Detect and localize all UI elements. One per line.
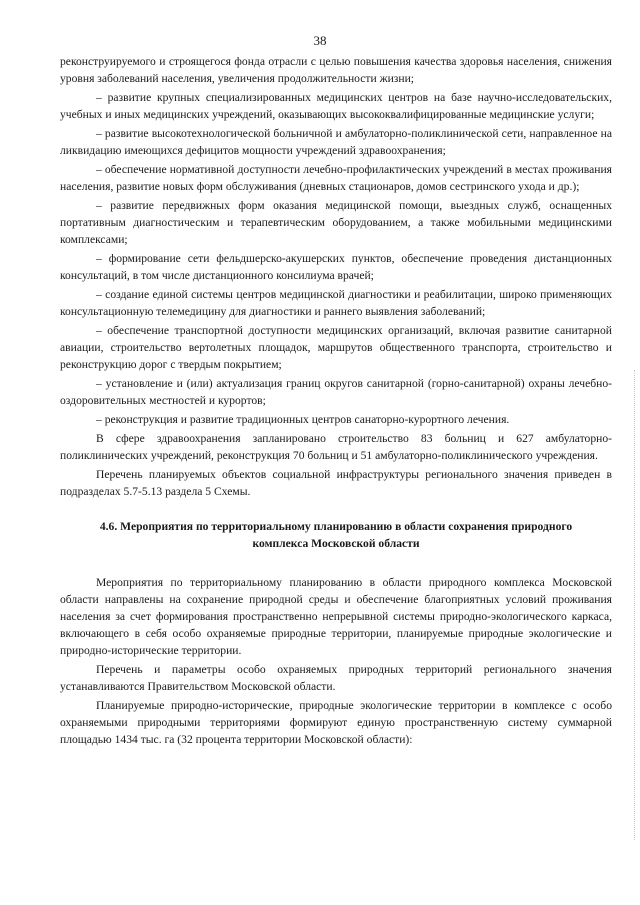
section-heading-line-1: 4.6. Мероприятия по территориальному планированию в области сохранения природного — [99, 520, 573, 533]
paragraph: В сфере здравоохранения запланировано строительство 83 больниц и 627 амбулаторно-поликлинических учреждений, реконструкция 70 больниц и 51 амбулаторно-поликлинического учреждения. — [60, 432, 612, 462]
paragraph: Мероприятия по территориальному планированию в области природного комплекса Московской области направлены на сохранение природной среды и обеспечение благоприятных условий проживания населения за счет формирования пространственно непрерывной системы природно-экологического каркаса, включающего в себя особо охраняемые природные территории, планируемые природные экологические и природно-исторические территории. — [60, 576, 612, 657]
list-item: – реконструкция и развитие традиционных центров санаторно-курортного лечения. — [96, 413, 510, 426]
list-item: – развитие передвижных форм оказания медицинской помощи, выездных служб, оснащенных портативным диагностическим и терапевтическим оборудованием, а также мобильными медицинскими комплексами; — [60, 199, 612, 246]
paragraph: Планируемые природно-исторические, природные экологические территории в комплексе с особо охраняемыми природными территориями формируют единую пространственную систему суммарной площадью 1434 тыс. га (32 процента территории Московской области): — [60, 699, 612, 746]
paragraph: Перечень планируемых объектов социальной инфраструктуры регионального значения приведен в подразделах 5.7-5.13 раздела 5 Схемы. — [60, 468, 612, 498]
scan-edge-mark — [632, 370, 635, 840]
list-item: – формирование сети фельдшерско-акушерских пунктов, обеспечение проведения дистанционных консультаций, в том числе дистанционного консилиума врачей; — [60, 252, 612, 282]
document-body — [60, 53, 612, 748]
section-heading — [60, 518, 612, 552]
page-number: 38 — [313, 33, 327, 48]
paragraph: Перечень и параметры особо охраняемых природных территорий регионального значения устанавливаются Правительством Московской области. — [60, 663, 612, 693]
list-item: – развитие крупных специализированных медицинских центров на базе научно-исследовательских, учебных и иных медицинских учреждений, оказывающих высококвалифицированные медицинские услуги; — [60, 91, 612, 121]
list-item: – обеспечение нормативной доступности лечебно-профилактических учреждений в местах проживания населения, развитие новых форм обслуживания (дневных стационаров, домов сестринского ухода и др.); — [60, 163, 612, 193]
paragraph: реконструируемого и строящегося фонда отрасли с целью повышения качества здоровья населения, снижения уровня заболеваний населения, увеличения продолжительности жизни; — [60, 55, 612, 85]
section-heading-line-2: комплекса Московской области — [252, 537, 420, 550]
list-item: – установление и (или) актуализация границ округов санитарной (горно-санитарной) охраны лечебно-оздоровительных местностей и курортов; — [60, 377, 612, 407]
list-item: – развитие высокотехнологической больничной и амбулаторно-поликлинической сети, направленное на ликвидацию имеющихся дефицитов мощности учреждений здравоохранения; — [60, 127, 612, 157]
list-item: – обеспечение транспортной доступности медицинских организаций, включая развитие санитарной авиации, строительство вертолетных площадок, маршрутов общественного транспорта, строительство и реконструкцию дорог с твердым покрытием; — [60, 324, 612, 371]
list-item: – создание единой системы центров медицинской диагностики и реабилитации, широко применяющих консультационную телемедицину для диагностики и раннего выявления заболеваний; — [60, 288, 612, 318]
